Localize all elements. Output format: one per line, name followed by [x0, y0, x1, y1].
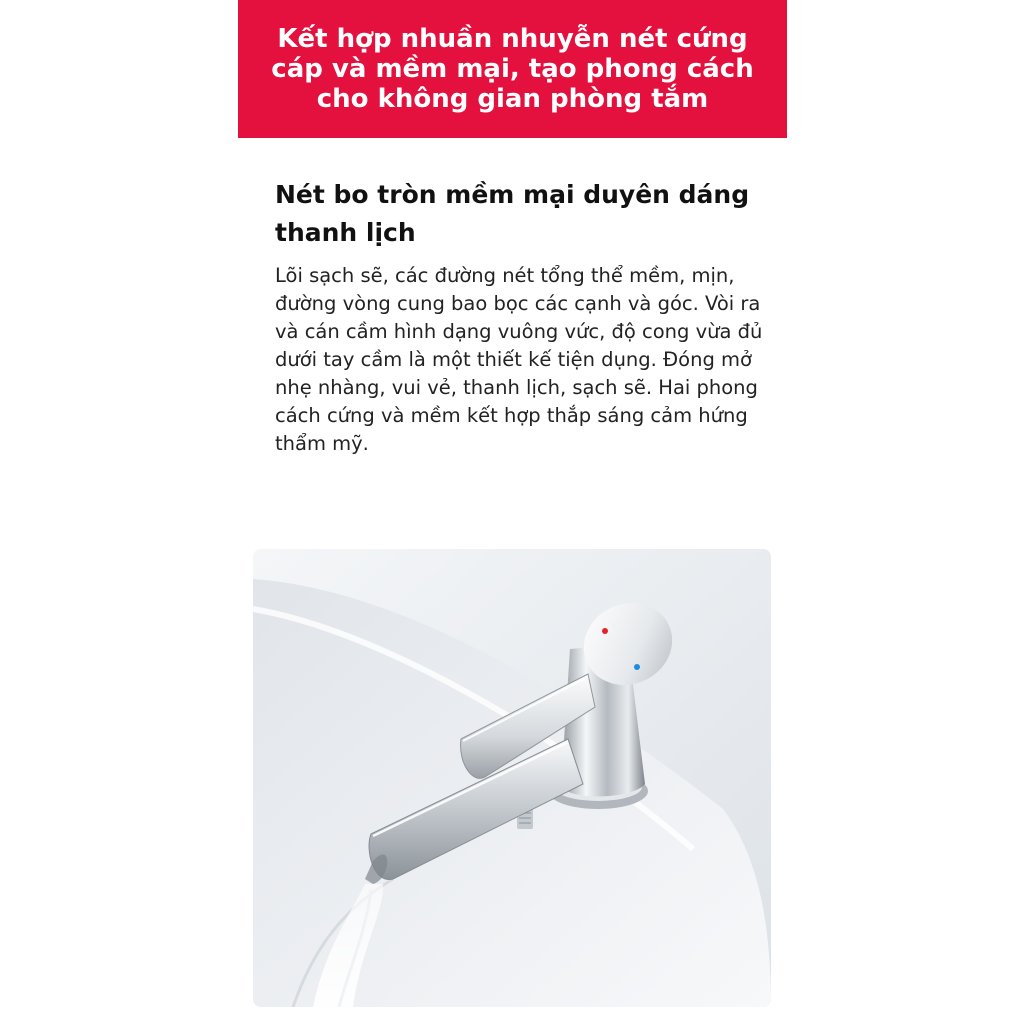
- faucet-product-photo: [253, 549, 771, 1007]
- banner-title: Kết hợp nhuần nhuyễn nét cứng cáp và mềm mại, tạo phong cách cho không gian phòng tắm: [271, 24, 754, 114]
- hot-indicator-dot: [602, 628, 608, 634]
- faucet-illustration: [253, 549, 771, 1007]
- cold-indicator-dot: [634, 664, 640, 670]
- section-heading: Nét bo tròn mềm mại duyên dáng thanh lịch: [275, 180, 750, 247]
- promo-banner: [238, 0, 787, 138]
- section-description: Lõi sạch sẽ, các đường nét tổng thể mềm, mịn, đường vòng cung bao bọc các cạnh và góc. Vòi ra và cán cầm hình dạng vuông vức, độ cong vừa đủ dưới tay cầm là một thiết kế tiện dụng. Đóng mở nhẹ nhàng, vui vẻ, thanh lịch, sạch sẽ. Hai phong cách cứng và mềm kết hợp thắp sáng cảm hứng thẩm mỹ.: [275, 264, 763, 455]
